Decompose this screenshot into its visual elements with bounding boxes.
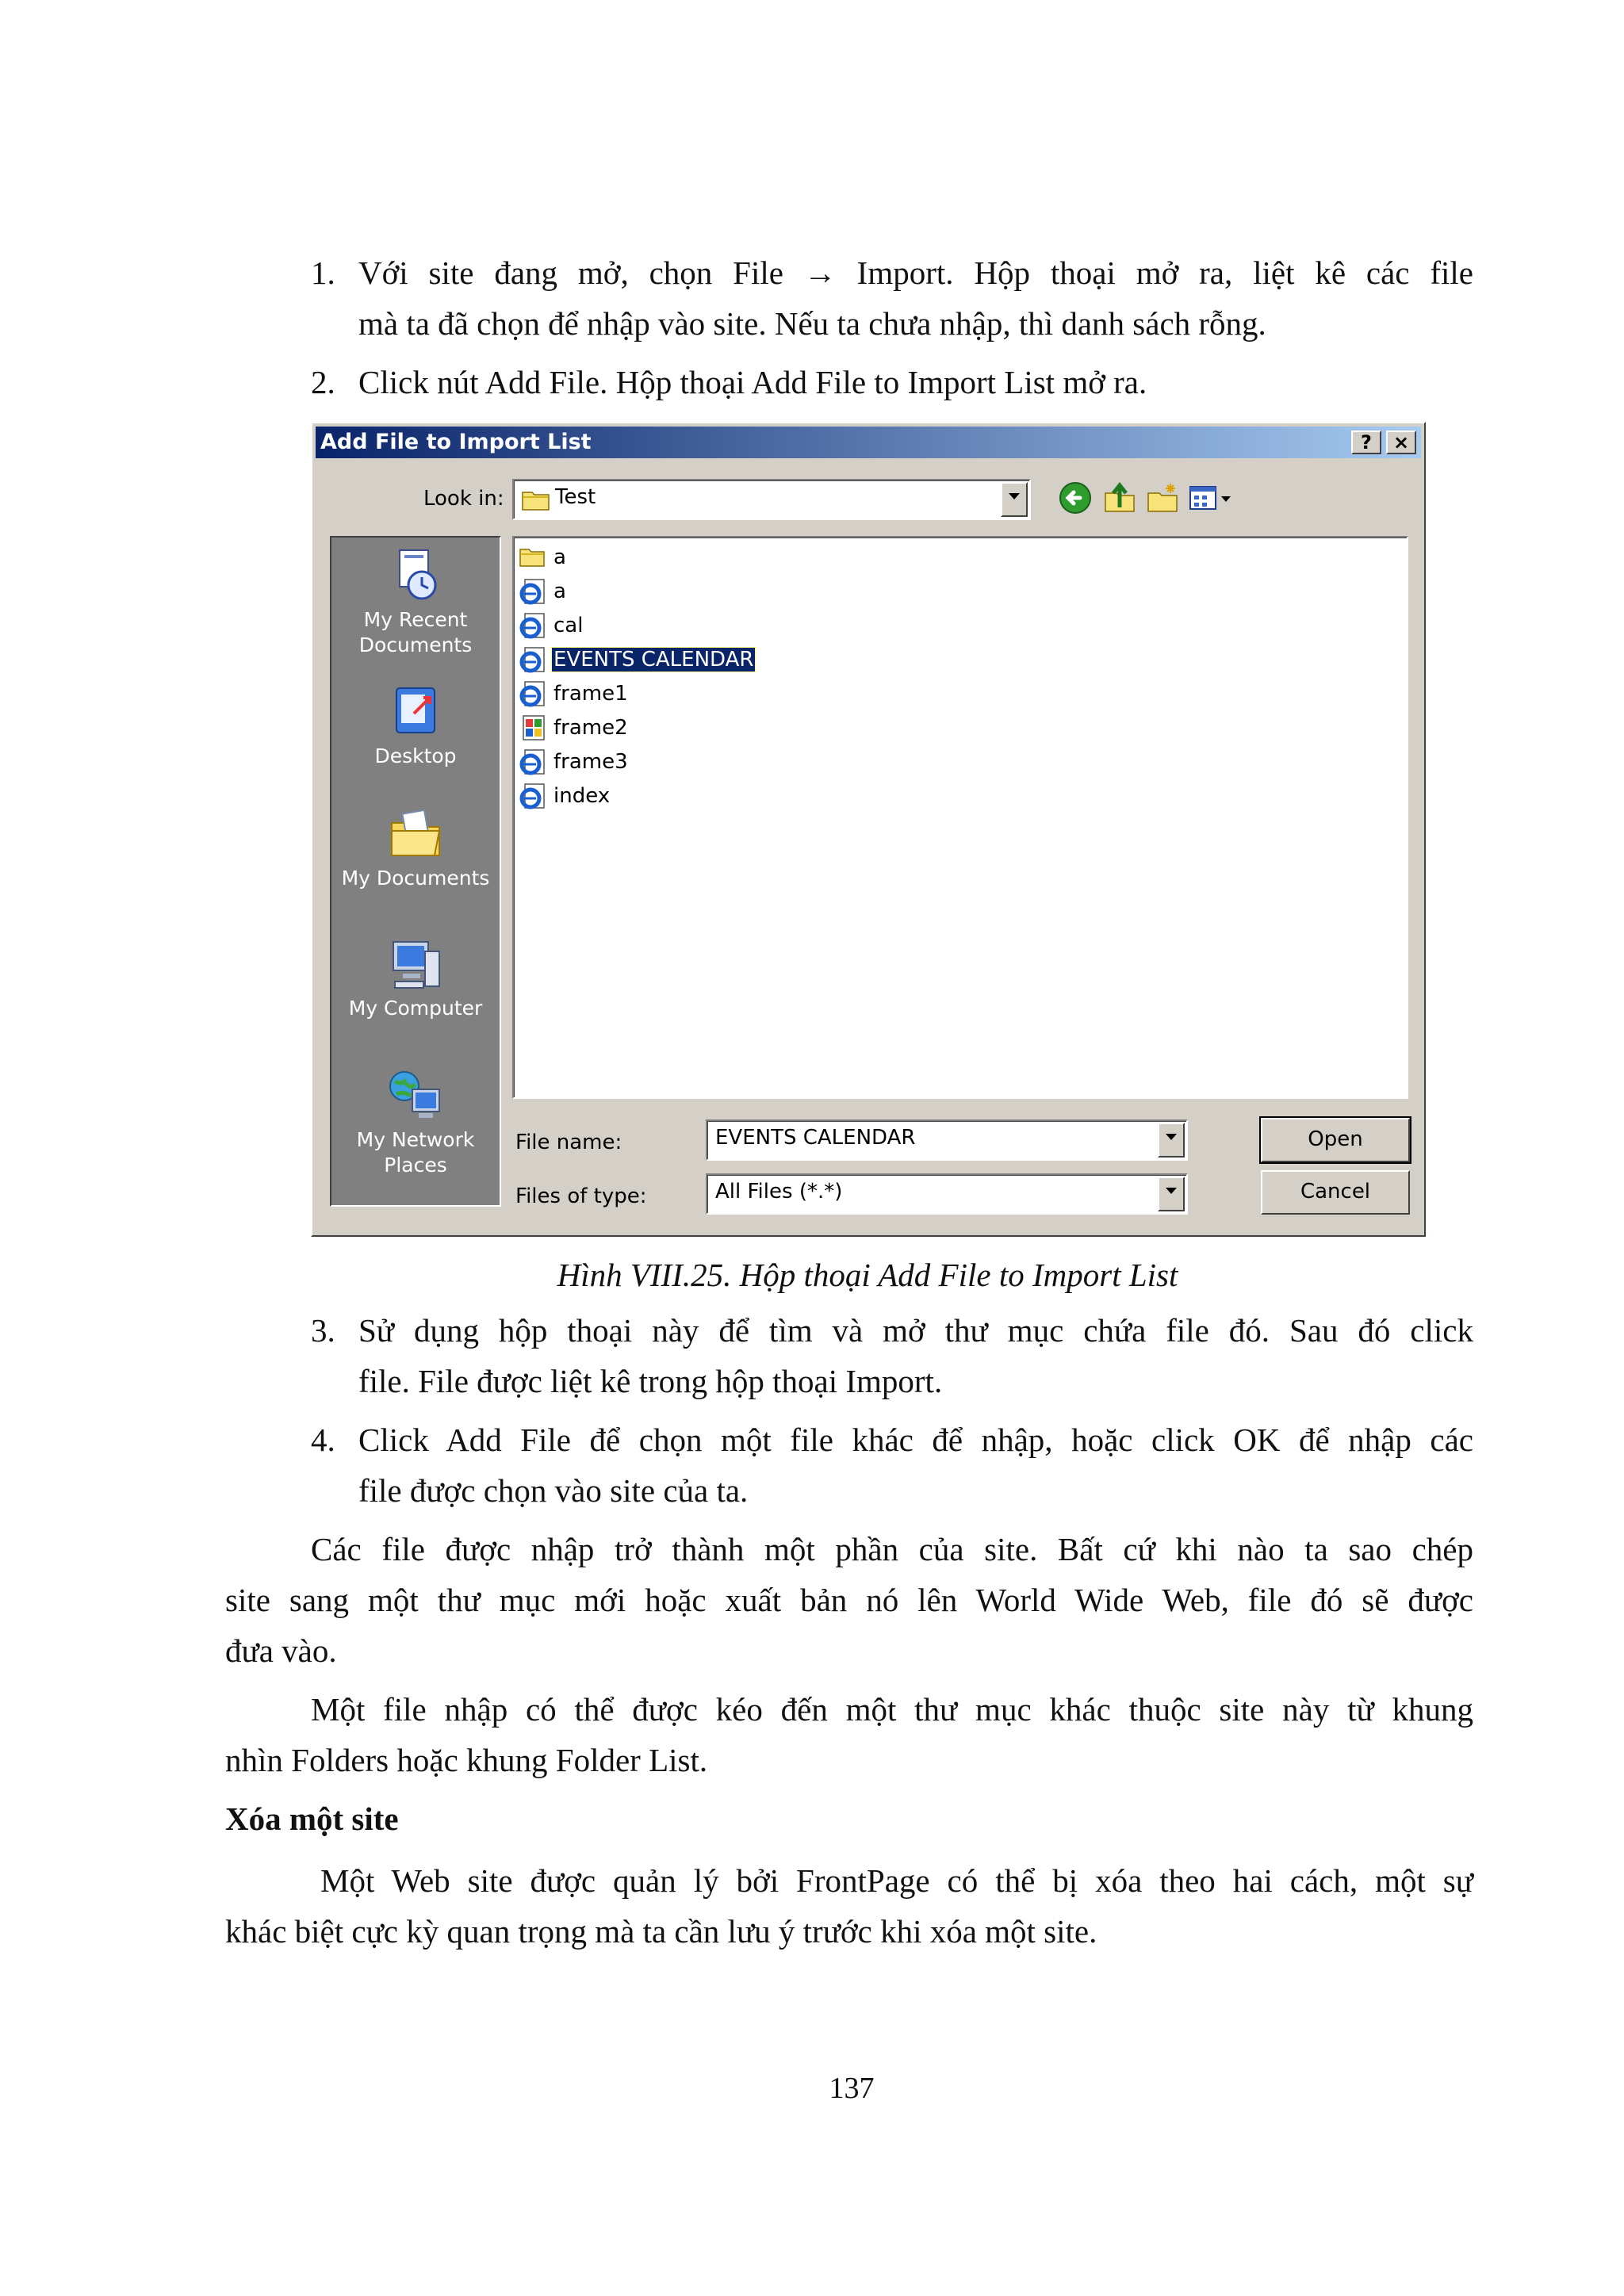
step-number: 4. — [311, 1422, 335, 1458]
file-name-label: File name: — [515, 1131, 622, 1154]
place-my-recent-documents[interactable] — [331, 545, 500, 658]
place-label: Places — [384, 1154, 447, 1177]
step-text-line: file. File được liệt kê trong hộp thoại Import. — [358, 1363, 943, 1399]
file-name: frame1 — [553, 682, 628, 706]
file-name: a — [553, 580, 566, 603]
paragraph-line: đưa vào. — [225, 1632, 337, 1669]
up-folder-icon[interactable] — [1102, 480, 1137, 515]
file-type-label: Files of type: — [515, 1184, 647, 1208]
paragraph-line: Các file được nhập trở thành một phần của site. Bất cứ khi nào ta sao chép — [311, 1531, 1473, 1567]
chevron-down-icon[interactable] — [1001, 482, 1028, 517]
figure-caption: Hình VIII.25. Hộp thoại Add File to Import List — [557, 1257, 1178, 1293]
step-text-line: file được chọn vào site của ta. — [358, 1472, 749, 1509]
place-label: My Network — [356, 1128, 475, 1151]
place-label: Desktop — [374, 744, 457, 767]
step-number: 1. — [311, 254, 335, 291]
paragraph-line: Một Web site được quản lý bởi FrontPage có thể bị xóa theo hai cách, một sự — [320, 1862, 1473, 1899]
file-name: EVENTS CALENDAR — [553, 648, 754, 672]
my-network-places-icon — [385, 1066, 446, 1126]
file-name: cal — [553, 614, 584, 637]
file-list[interactable] — [512, 536, 1408, 1099]
step-text-line: Click nút Add File. Hộp thoại Add File to Import List mở ra. — [358, 364, 1147, 400]
step-number: 3. — [311, 1312, 335, 1349]
file-type-select[interactable] — [706, 1173, 1188, 1215]
add-file-dialog — [311, 422, 1426, 1237]
ie-document-icon — [519, 578, 547, 607]
recent-documents-icon — [385, 545, 446, 606]
file-name: frame2 — [553, 716, 628, 740]
place-my-documents[interactable] — [331, 804, 500, 891]
look-in-dropdown[interactable] — [512, 479, 1031, 520]
close-button[interactable]: × — [1386, 430, 1416, 454]
chevron-down-icon[interactable] — [1158, 1123, 1185, 1158]
step-text-line: mà ta đã chọn để nhập vào site. Nếu ta chưa nhập, thì danh sách rỗng. — [358, 305, 1266, 342]
new-folder-icon[interactable] — [1145, 480, 1180, 515]
file-name-value: EVENTS CALENDAR — [715, 1126, 916, 1150]
file-name-input[interactable] — [706, 1119, 1188, 1161]
paragraph-line: site sang một thư mục mới hoặc xuất bản nó lên World Wide Web, file đó sẽ được — [225, 1582, 1473, 1618]
look-in-label: Look in: — [423, 487, 504, 511]
desktop-icon — [385, 682, 446, 742]
place-my-network-places[interactable] — [331, 1066, 500, 1178]
cancel-button[interactable]: Cancel — [1261, 1170, 1410, 1215]
file-type-value: All Files (*.*) — [715, 1180, 843, 1203]
folder-icon — [519, 544, 547, 572]
step-text-line: Với site đang mở, chọn File → Import. Hộp thoại mở ra, liệt kê các file — [358, 254, 1473, 291]
place-label: My Documents — [341, 867, 490, 890]
place-my-computer[interactable] — [331, 934, 500, 1021]
chevron-down-icon[interactable] — [1158, 1177, 1185, 1211]
section-heading: Xóa một site — [225, 1800, 399, 1837]
place-desktop[interactable] — [331, 682, 500, 769]
ie-document-icon — [519, 612, 547, 641]
ie-document-icon — [519, 748, 547, 777]
place-label: My Computer — [348, 997, 483, 1020]
page-number: 137 — [829, 2072, 875, 2105]
paragraph-line: Một file nhập có thể được kéo đến một thư mục khác thuộc site này từ khung — [311, 1691, 1473, 1728]
step-text-line: Sử dụng hộp thoại này để tìm và mở thư mục chứa file đó. Sau đó click — [358, 1312, 1473, 1349]
paragraph-line: khác biệt cực kỳ quan trọng mà ta cần lưu ý trước khi xóa một site. — [225, 1913, 1097, 1950]
look-in-value: Test — [555, 485, 596, 509]
file-name: index — [553, 784, 611, 808]
help-button[interactable]: ? — [1351, 430, 1381, 454]
dialog-title-bar — [316, 427, 1421, 458]
paragraph-line: nhìn Folders hoặc khung Folder List. — [225, 1742, 708, 1778]
ie-document-icon — [519, 646, 547, 675]
places-bar — [330, 536, 501, 1207]
ie-document-icon — [519, 783, 547, 811]
file-name: a — [553, 545, 566, 569]
step-number: 2. — [311, 364, 335, 400]
dialog-title: Add File to Import List — [320, 430, 592, 454]
place-label: Documents — [358, 633, 473, 656]
frameset-document-icon — [519, 714, 547, 743]
back-icon[interactable] — [1058, 480, 1093, 515]
ie-document-icon — [519, 680, 547, 709]
views-menu-icon[interactable] — [1188, 480, 1237, 515]
my-computer-icon — [385, 934, 446, 994]
folder-icon — [522, 488, 550, 511]
file-name: frame3 — [553, 750, 628, 774]
place-label: My Recent — [363, 608, 468, 631]
my-documents-icon — [385, 804, 446, 864]
step-text-line: Click Add File để chọn một file khác để nhập, hoặc click OK để nhập các — [358, 1422, 1473, 1458]
open-button[interactable]: Open — [1261, 1118, 1410, 1162]
